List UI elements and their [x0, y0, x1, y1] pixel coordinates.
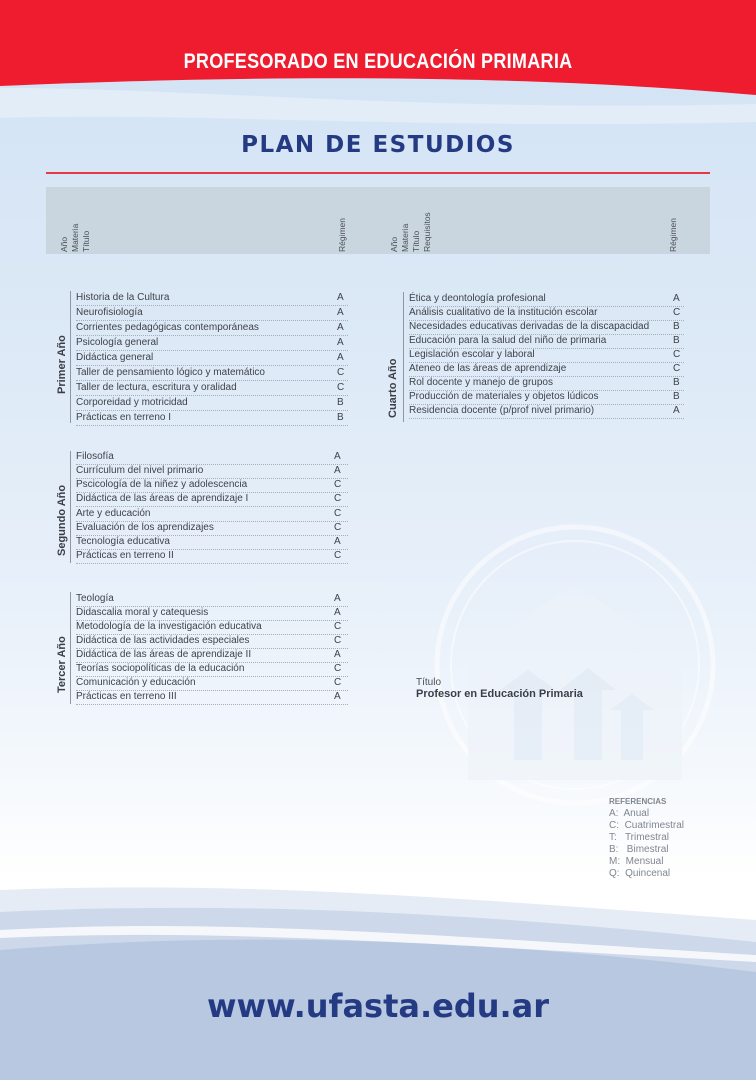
referencia-text: Trimestral: [624, 832, 670, 843]
subject-regimen: C: [334, 677, 342, 688]
subject-row: [76, 321, 348, 336]
subject-row: [76, 521, 348, 536]
subject-regimen: C: [337, 382, 345, 393]
subject-name: Arte y educación: [76, 508, 151, 519]
subject-regimen: B: [673, 377, 680, 388]
subject-row: [409, 320, 684, 335]
subject-regimen: B: [673, 391, 680, 402]
subject-name: Corporeidad y motricidad: [76, 397, 188, 408]
referencia-code: M:: [609, 856, 621, 867]
subject-name: Tecnología educativa: [76, 536, 170, 547]
subject-regimen: C: [334, 479, 342, 490]
subject-row: [409, 292, 684, 307]
subject-regimen: B: [337, 397, 344, 408]
col-header-materia-left: Materia: [70, 223, 80, 252]
subject-name: Historia de la Cultura: [76, 292, 170, 303]
subject-name: Pscicología de la niñez y adolescencia: [76, 479, 248, 490]
subject-row: [409, 362, 684, 377]
referencia-code: T:: [609, 832, 617, 843]
subject-name: Legislación escolar y laboral: [409, 349, 535, 360]
subject-name: Análisis cualitativo de la institución escolar: [409, 307, 598, 318]
subject-row: [76, 549, 348, 564]
subject-row: [76, 478, 348, 493]
subject-regimen: A: [334, 649, 341, 660]
year-divider: [70, 592, 71, 704]
referencia-code: B:: [609, 844, 619, 855]
titulo-label: Título: [416, 677, 442, 688]
year-divider: [70, 291, 71, 423]
col-header-titulo-right: Título: [411, 230, 421, 252]
subject-regimen: A: [673, 293, 680, 304]
subject-row: [76, 450, 348, 465]
referencia-item: [609, 844, 668, 855]
subject-name: Comunicación y educación: [76, 677, 196, 688]
referencias-title: REFERENCIAS: [609, 797, 667, 806]
subject-name: Corrientes pedagógicas contemporáneas: [76, 322, 259, 333]
referencia-item: [609, 868, 670, 879]
subject-row: [76, 291, 348, 306]
subject-regimen: C: [337, 367, 345, 378]
subject-row: [76, 634, 348, 649]
subject-name: Filosofía: [76, 451, 114, 462]
col-header-materia-right: Materia: [400, 223, 410, 252]
col-header-titulo-left: Título: [81, 230, 91, 252]
subject-name: Educación para la salud del niño de primaria: [409, 335, 607, 346]
subject-row: [76, 381, 348, 396]
subject-name: Teorías sociopolíticas de la educación: [76, 663, 245, 674]
header-title: PROFESORADO EN EDUCACIÓN PRIMARIA: [183, 50, 573, 73]
subject-name: Didáctica general: [76, 352, 154, 363]
subject-regimen: B: [673, 321, 680, 332]
subject-name: Evaluación de los aprendizajes: [76, 522, 214, 533]
subject-name: Didáctica de las áreas de aprendizaje II: [76, 649, 252, 660]
referencia-item: [609, 856, 663, 867]
page-title: PLAN DE ESTUDIOS: [241, 132, 515, 158]
subject-row: [409, 390, 684, 405]
subject-name: Producción de materiales y objetos lúdicos: [409, 391, 599, 402]
column-header-band: [46, 187, 710, 254]
subject-regimen: C: [673, 307, 681, 318]
subject-row: [409, 348, 684, 363]
subject-row: [76, 411, 348, 426]
subject-row: [76, 306, 348, 321]
subject-regimen: A: [334, 691, 341, 702]
subject-name: Residencia docente (p/prof nivel primario): [409, 405, 595, 416]
referencia-text: Anual: [623, 808, 650, 819]
subject-regimen: B: [337, 412, 344, 423]
subject-name: Ética y deontología profesional: [409, 293, 546, 304]
subject-regimen: A: [337, 307, 344, 318]
subject-row: [409, 376, 684, 391]
subject-row: [76, 606, 348, 621]
subject-name: Didáctica de las actividades especiales: [76, 635, 250, 646]
col-header-regimen-right: Régimen: [668, 217, 678, 252]
subject-name: Teología: [76, 593, 114, 604]
subject-regimen: A: [334, 593, 341, 604]
col-header-ano-left: Año: [59, 236, 69, 252]
referencia-code: A:: [609, 808, 619, 819]
subject-row: [409, 306, 684, 321]
subject-name: Currículum del nivel primario: [76, 465, 204, 476]
subject-regimen: A: [334, 607, 341, 618]
subject-row: [76, 620, 348, 635]
subject-row: [409, 404, 684, 419]
subject-row: [76, 351, 348, 366]
subject-name: Ateneo de las áreas de aprendizaje: [409, 363, 567, 374]
subject-regimen: C: [334, 621, 342, 632]
subject-name: Necesidades educativas derivadas de la discapacidad: [409, 321, 650, 332]
subject-row: [76, 336, 348, 351]
subject-row: [76, 535, 348, 550]
subject-row: [76, 676, 348, 691]
subject-regimen: C: [334, 508, 342, 519]
title-divider: [46, 172, 710, 174]
subject-regimen: A: [334, 536, 341, 547]
header-band: [0, 0, 756, 95]
subject-regimen: A: [337, 292, 344, 303]
watermark-logo: [437, 527, 713, 803]
subject-regimen: A: [337, 352, 344, 363]
subject-regimen: C: [334, 663, 342, 674]
subject-regimen: C: [334, 522, 342, 533]
subject-name: Neurofisiología: [76, 307, 143, 318]
referencia-code: Q:: [609, 868, 620, 879]
subject-name: Prácticas en terreno III: [76, 691, 177, 702]
referencia-code: C:: [609, 820, 619, 831]
subject-regimen: A: [337, 322, 344, 333]
referencia-item: [609, 832, 669, 843]
subject-name: Rol docente y manejo de grupos: [409, 377, 553, 388]
subject-name: Prácticas en terreno I: [76, 412, 172, 423]
col-header-ano-right: Año: [389, 236, 399, 252]
subject-row: [76, 662, 348, 677]
referencia-text: Bimestral: [626, 844, 669, 855]
subject-name: Psicología general: [76, 337, 159, 348]
subject-row: [76, 648, 348, 663]
subject-regimen: A: [337, 337, 344, 348]
subject-name: Taller de pensamiento lógico y matemático: [76, 367, 265, 378]
referencia-item: [609, 820, 684, 831]
subject-row: [409, 334, 684, 349]
subject-regimen: C: [334, 635, 342, 646]
footer-url[interactable]: www.ufasta.edu.ar: [206, 987, 550, 1025]
subject-regimen: C: [673, 349, 681, 360]
subject-row: [76, 464, 348, 479]
referencia-item: [609, 808, 649, 819]
referencia-text: Cuatrimestral: [624, 820, 685, 831]
subject-name: Metodología de la investigación educativa: [76, 621, 262, 632]
subject-name: Didáctica de las áreas de aprendizaje I: [76, 493, 249, 504]
subject-regimen: A: [334, 451, 341, 462]
subject-name: Taller de lectura, escritura y oralidad: [76, 382, 237, 393]
year-divider: [403, 292, 404, 422]
referencia-text: Mensual: [625, 856, 664, 867]
subject-row: [76, 690, 348, 705]
subject-row: [76, 592, 348, 607]
col-header-requisitos-right: Requisitos: [422, 212, 432, 252]
subject-regimen: C: [334, 550, 342, 561]
col-header-regimen-left: Régimen: [337, 217, 347, 252]
subject-row: [76, 507, 348, 522]
titulo-value: Profesor en Educación Primaria: [416, 688, 583, 700]
subject-name: Didascalia moral y catequesis: [76, 607, 209, 618]
subject-row: [76, 366, 348, 381]
subject-regimen: C: [673, 363, 681, 374]
subject-regimen: C: [334, 493, 342, 504]
referencia-text: Quincenal: [625, 868, 671, 879]
subject-regimen: B: [673, 335, 680, 346]
subject-name: Prácticas en terreno II: [76, 550, 174, 561]
year-divider: [70, 451, 71, 563]
subject-regimen: A: [334, 465, 341, 476]
subject-regimen: A: [673, 405, 680, 416]
subject-row: [76, 492, 348, 507]
subject-row: [76, 396, 348, 411]
